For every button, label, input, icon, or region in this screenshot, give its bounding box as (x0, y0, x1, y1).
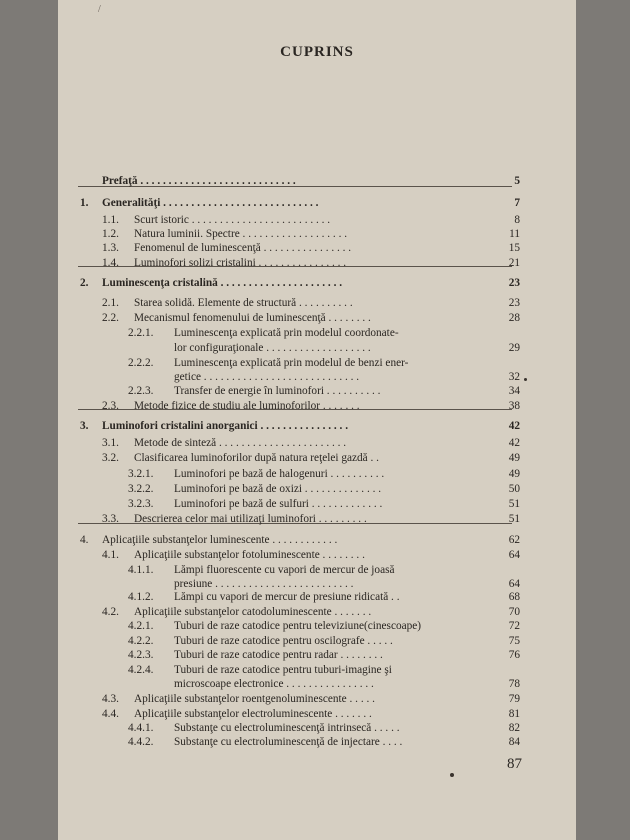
toc-entry-number: 4.1.2. (128, 591, 154, 603)
toc-entry-number: 4.4.1. (128, 722, 154, 734)
toc-entry (58, 256, 576, 270)
toc-entry-title: getice . . . . . . . . . . . . . . . . . . . . . . . . . . . . (174, 371, 360, 383)
toc-entry-title: Substanţe cu electroluminescenţă de injectare . . . . (174, 736, 403, 748)
toc-entry-number: 4.3. (102, 693, 119, 705)
toc-entry-page: 70 (508, 606, 520, 618)
toc-entry (58, 326, 576, 340)
toc-entry (58, 648, 576, 662)
toc-entry-number: 1.4. (102, 257, 119, 269)
toc-entry-page: 82 (508, 722, 520, 734)
toc-entry-title: Scurt istoric . . . . . . . . . . . . . . . . . . . . . . . . . (134, 214, 331, 226)
toc-entry-title: Fenomenul de luminescenţă . . . . . . . . . . . . . . . . (134, 242, 352, 254)
toc-entry (58, 692, 576, 706)
toc-entry-title: Luminescenţa cristalină . . . . . . . . . . . . . . . . . . . . . . (102, 277, 343, 289)
toc-entry (58, 399, 576, 413)
toc-entry (58, 677, 576, 691)
toc-entry-title: Luminofori pe bază de halogenuri . . . . . . . . . . (174, 468, 385, 480)
toc-entry-page: 51 (508, 513, 520, 525)
toc-entry-number: 2.2.1. (128, 327, 154, 339)
toc-entry-title: Transfer de energie în luminofori . . . . . . . . . . (174, 385, 381, 397)
toc-entry (58, 735, 576, 749)
toc-entry (58, 707, 576, 721)
toc-entry-number: 3.2. (102, 452, 119, 464)
toc-entry-page: 68 (508, 591, 520, 603)
toc-entry-page: 42 (508, 420, 520, 432)
toc-entry-page: 38 (508, 400, 520, 412)
toc-entry-page: 8 (514, 214, 520, 226)
toc-entry-page: 23 (508, 277, 520, 289)
toc-entry-number: 3.2.2. (128, 483, 154, 495)
toc-entry-title: Luminofori cristalini anorganici . . . . . . . . . . . . . . . . (102, 420, 349, 432)
toc-entry (58, 370, 576, 384)
toc-entry-number: 4.2.4. (128, 664, 154, 676)
toc-entry-title: Aplicaţiile substanţelor roentgenoluminescente . . . . . (134, 693, 375, 705)
toc-entry (58, 419, 576, 433)
toc-entry-number: 4.2.1. (128, 620, 154, 632)
toc-entry (58, 436, 576, 450)
toc-entry-page: 75 (508, 635, 520, 647)
toc-entry-title: Metode de sinteză . . . . . . . . . . . . . . . . . . . . . . . (134, 437, 347, 449)
toc-entry-title: Luminescenţa explicată prin modelul coordonate- (174, 327, 399, 339)
page-title: CUPRINS (280, 44, 354, 60)
toc-entry-title: Clasificarea luminoforilor după natura reţelei gazdă . . (134, 452, 379, 464)
toc-entry-page: 32 (508, 371, 520, 383)
toc-entry-page: 28 (508, 312, 520, 324)
toc-entry (58, 497, 576, 511)
toc-entry-title: Mecanismul fenomenului de luminescenţă . . . . . . . . (134, 312, 371, 324)
toc-entry-title: Metode fizice de studiu ale luminoforilor . . . . . . . (134, 400, 360, 412)
toc-entry-page: 72 (508, 620, 520, 632)
toc-entry (58, 577, 576, 591)
toc-entry (58, 663, 576, 677)
toc-entry (58, 296, 576, 310)
toc-entry-number: 2.1. (102, 297, 119, 309)
toc-entry (58, 563, 576, 577)
toc-entry-title: Starea solidă. Elemente de structură . . . . . . . . . . (134, 297, 353, 309)
toc-entry-number: 2.3. (102, 400, 119, 412)
toc-entry (58, 605, 576, 619)
toc-entry-page: 64 (508, 578, 520, 590)
toc-entry-page: 84 (508, 736, 520, 748)
toc-entry (58, 227, 576, 241)
toc-entry-title: Luminofori solizi cristalini . . . . . . . . . . . . . . . . (134, 257, 347, 269)
toc-entry-page: 34 (508, 385, 520, 397)
toc-entry-title: Aplicaţiile substanţelor luminescente . . . . . . . . . . . . (102, 534, 338, 546)
book-page (58, 0, 576, 840)
toc-entry-page: 7 (514, 197, 520, 209)
toc-entry (58, 174, 576, 188)
toc-entry-title: Tuburi de raze catodice pentru radar . . . . . . . . (174, 649, 383, 661)
toc-entry-page: 42 (508, 437, 520, 449)
toc-entry-number: 2. (80, 277, 89, 289)
toc-entry (58, 384, 576, 398)
toc-entry (58, 467, 576, 481)
toc-entry-page: 5 (514, 175, 520, 187)
toc-entry-number: 3.2.3. (128, 498, 154, 510)
toc-entry-title: Lămpi fluorescente cu vapori de mercur de joasă (174, 564, 395, 576)
toc-entry-number: 4.1.1. (128, 564, 154, 576)
toc-entry-number: 2.2. (102, 312, 119, 324)
toc-entry-title: Tuburi de raze catodice pentru televiziune(cinescoape) (174, 620, 422, 632)
toc-entry (58, 356, 576, 370)
toc-entry-title: Lămpi cu vapori de mercur de presiune ridicată . . (174, 591, 400, 603)
toc-entry-title: presiune . . . . . . . . . . . . . . . . . . . . . . . . . (174, 578, 354, 590)
toc-entry-page: 11 (509, 228, 520, 240)
toc-entry-number: 4.2. (102, 606, 119, 618)
toc-entry-title: Luminofori pe bază de oxizi . . . . . . . . . . . . . . (174, 483, 382, 495)
toc-entry-number: 1.1. (102, 214, 119, 226)
toc-entry-number: 4.4.2. (128, 736, 154, 748)
toc-entry-number: 3.1. (102, 437, 119, 449)
toc-entry-title: Prefaţă . . . . . . . . . . . . . . . . . . . . . . . . . . . . (102, 175, 296, 187)
toc-entry (58, 590, 576, 604)
toc-entry-page: 79 (508, 693, 520, 705)
pencil-mark: / (98, 4, 101, 15)
toc-entry-title: Aplicaţiile substanţelor fotoluminescente . . . . . . . . (134, 549, 365, 561)
toc-entry-number: 3.3. (102, 513, 119, 525)
toc-entry-title: Natura luminii. Spectre . . . . . . . . . . . . . . . . . . . (134, 228, 348, 240)
toc-entry (58, 548, 576, 562)
toc-entry-number: 4.2.2. (128, 635, 154, 647)
toc-entry (58, 241, 576, 255)
toc-entry-number: 1.2. (102, 228, 119, 240)
toc-entry-number: 4. (80, 534, 89, 546)
toc-entry-page: 78 (508, 678, 520, 690)
page-number: 87 (507, 756, 522, 772)
toc-entry-page: 29 (508, 342, 520, 354)
toc-entry-title: Aplicaţiile substanţelor electroluminescente . . . . . . . (134, 708, 372, 720)
toc-entry-title: Tuburi de raze catodice pentru tuburi-imagine şi (174, 664, 392, 676)
toc-entry-page: 76 (508, 649, 520, 661)
toc-entry-number: 4.2.3. (128, 649, 154, 661)
toc-entry-title: Tuburi de raze catodice pentru oscilografe . . . . . (174, 635, 393, 647)
toc-entry-page: 50 (508, 483, 520, 495)
toc-entry-title: Luminofori pe bază de sulfuri . . . . . . . . . . . . . (174, 498, 383, 510)
toc-entry-page: 62 (508, 534, 520, 546)
toc-entry-page: 81 (508, 708, 520, 720)
toc-entry-page: 15 (508, 242, 520, 254)
toc-entry-page: 23 (508, 297, 520, 309)
toc-entry-number: 3.2.1. (128, 468, 154, 480)
toc-entry-title: Generalităţi . . . . . . . . . . . . . . . . . . . . . . . . . . . . (102, 197, 319, 209)
toc-entry-number: 2.2.2. (128, 357, 154, 369)
toc-entry (58, 721, 576, 735)
toc-entry-number: 4.4. (102, 708, 119, 720)
toc-entry (58, 341, 576, 355)
toc-entry (58, 512, 576, 526)
toc-entry (58, 196, 576, 210)
toc-entry-page: 51 (508, 498, 520, 510)
toc-entry (58, 311, 576, 325)
toc-entry (58, 533, 576, 547)
ink-dot (450, 773, 454, 777)
toc-entry-number: 2.2.3. (128, 385, 154, 397)
toc-entry-title: Luminescenţa explicată prin modelul de benzi ener- (174, 357, 409, 369)
toc-entry (58, 276, 576, 290)
toc-entry-title: Substanţe cu electroluminescenţă intrinsecă . . . . . (174, 722, 400, 734)
toc-entry (58, 482, 576, 496)
toc-entry-number: 1.3. (102, 242, 119, 254)
toc-entry-page: 49 (508, 452, 520, 464)
toc-entry (58, 634, 576, 648)
toc-entry (58, 619, 576, 633)
toc-entry-number: 4.1. (102, 549, 119, 561)
toc-entry (58, 213, 576, 227)
toc-entry-page: 64 (508, 549, 520, 561)
toc-entry-title: lor configuraţionale . . . . . . . . . . . . . . . . . . . (174, 342, 371, 354)
toc-entry (58, 451, 576, 465)
toc-entry-title: microscoape electronice . . . . . . . . . . . . . . . . (174, 678, 374, 690)
toc-entry-number: 3. (80, 420, 89, 432)
toc-entry-page: 21 (508, 257, 520, 269)
toc-entry-page: 49 (508, 468, 520, 480)
toc-entry-title: Descrierea celor mai utilizaţi luminofori . . . . . . . . . (134, 513, 367, 525)
toc-entry-number: 1. (80, 197, 89, 209)
toc-entry-title: Aplicaţiile substanţelor catodoluminescente . . . . . . . (134, 606, 372, 618)
ink-dot (524, 378, 527, 381)
